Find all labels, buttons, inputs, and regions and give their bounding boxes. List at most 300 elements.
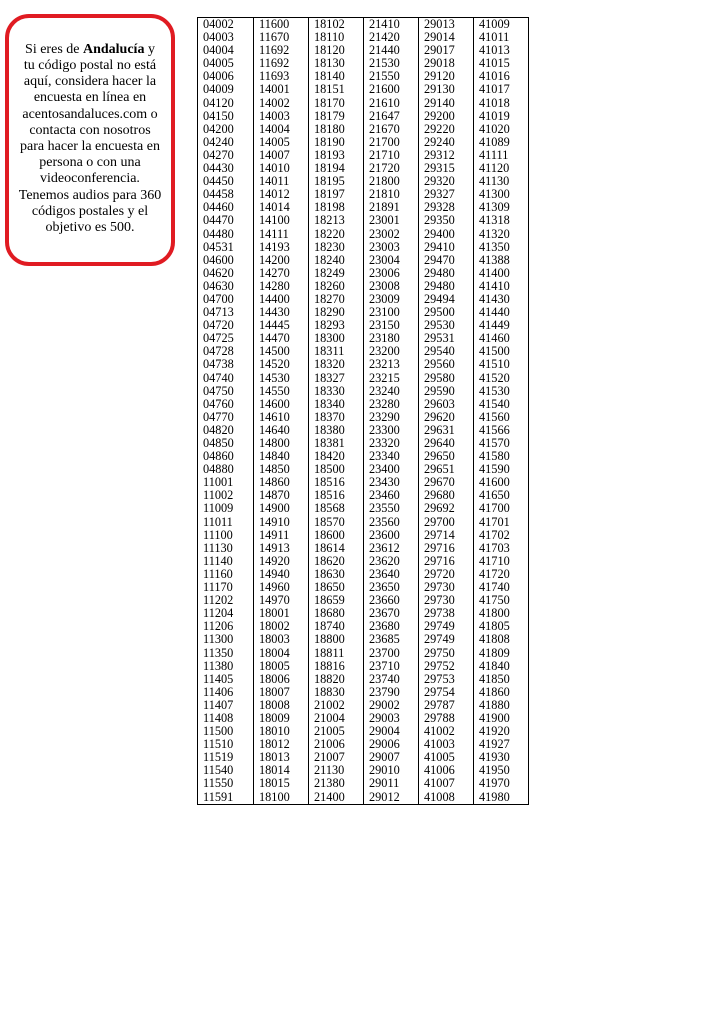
postal-code-cell: 14193: [254, 241, 309, 254]
postal-code-cell: 23002: [364, 228, 419, 241]
postal-code-cell: 41111: [474, 149, 529, 162]
postal-code-cell: 04720: [198, 319, 254, 332]
postal-code-cell: 04750: [198, 385, 254, 398]
postal-code-cell: 41809: [474, 647, 529, 660]
postal-code-cell: 29754: [419, 686, 474, 699]
postal-code-cell: 04820: [198, 424, 254, 437]
postal-code-cell: 29650: [419, 450, 474, 463]
postal-code-cell: 04850: [198, 437, 254, 450]
postal-code-cell: 14100: [254, 214, 309, 227]
postal-code-cell: 14004: [254, 123, 309, 136]
postal-code-cell: 23400: [364, 463, 419, 476]
postal-code-cell: 41320: [474, 228, 529, 241]
postal-code-cell: 41016: [474, 70, 529, 83]
postal-code-cell: 21440: [364, 44, 419, 57]
postal-code-cell: 29004: [364, 725, 419, 738]
postal-code-cell: 18015: [254, 777, 309, 790]
postal-code-cell: 23680: [364, 620, 419, 633]
postal-code-cell: 29470: [419, 254, 474, 267]
postal-code-cell: 41850: [474, 673, 529, 686]
postal-code-cell: 18010: [254, 725, 309, 738]
postal-code-cell: 41005: [419, 751, 474, 764]
postal-code-cell: 18630: [309, 568, 364, 581]
postal-code-cell: 18659: [309, 594, 364, 607]
postal-code-cell: 23004: [364, 254, 419, 267]
postal-code-cell: 41570: [474, 437, 529, 450]
postal-code-cell: 41002: [419, 725, 474, 738]
postal-code-cell: 29631: [419, 424, 474, 437]
postal-code-cell: 18007: [254, 686, 309, 699]
postal-code-cell: 41702: [474, 529, 529, 542]
postal-code-cell: 11202: [198, 594, 254, 607]
postal-code-cell: 41015: [474, 57, 529, 70]
postal-code-cell: 11204: [198, 607, 254, 620]
postal-code-cell: 21550: [364, 70, 419, 83]
postal-code-cell: 41008: [419, 791, 474, 805]
postal-code-cell: 04880: [198, 463, 254, 476]
postal-code-cell: 18570: [309, 516, 364, 529]
table-row: [198, 110, 529, 123]
postal-code-cell: 18110: [309, 31, 364, 44]
postal-code-cell: 11001: [198, 476, 254, 489]
postal-code-cell: 29017: [419, 44, 474, 57]
postal-code-cell: 41880: [474, 699, 529, 712]
postal-code-cell: 18816: [309, 660, 364, 673]
postal-code-cell: 18179: [309, 110, 364, 123]
postal-code-cell: 21420: [364, 31, 419, 44]
postal-code-cell: 29480: [419, 280, 474, 293]
postal-code-cell: 29603: [419, 398, 474, 411]
postal-code-cell: 14850: [254, 463, 309, 476]
postal-code-cell: 41440: [474, 306, 529, 319]
postal-code-cell: 29680: [419, 489, 474, 502]
postal-code-cell: 04004: [198, 44, 254, 57]
postal-code-cell: 11002: [198, 489, 254, 502]
postal-code-cell: 21891: [364, 201, 419, 214]
postal-code-cell: 29788: [419, 712, 474, 725]
postal-code-cell: 41430: [474, 293, 529, 306]
postal-code-cell: 41701: [474, 516, 529, 529]
postal-code-cell: 29749: [419, 620, 474, 633]
postal-code-cell: 14870: [254, 489, 309, 502]
callout-message: [18, 42, 162, 236]
postal-code-cell: 11692: [254, 57, 309, 70]
postal-code-cell: 18740: [309, 620, 364, 633]
postal-code-cell: 29494: [419, 293, 474, 306]
postal-code-cell: 11550: [198, 777, 254, 790]
postal-code-cell: 04713: [198, 306, 254, 319]
postal-code-cell: 41808: [474, 633, 529, 646]
postal-code-cell: 41460: [474, 332, 529, 345]
postal-code-cell: 04006: [198, 70, 254, 83]
postal-code-cell: 04700: [198, 293, 254, 306]
postal-code-cell: 41019: [474, 110, 529, 123]
postal-code-cell: 18516: [309, 489, 364, 502]
postal-code-cell: 41950: [474, 764, 529, 777]
postal-code-cell: 29620: [419, 411, 474, 424]
postal-code-cell: 18327: [309, 372, 364, 385]
table-row: [198, 372, 529, 385]
postal-code-cell: 11300: [198, 633, 254, 646]
postal-code-cell: 41927: [474, 738, 529, 751]
postal-code-cell: 04725: [198, 332, 254, 345]
postal-code-cell: 18516: [309, 476, 364, 489]
postal-code-cell: 18220: [309, 228, 364, 241]
table-row: [198, 555, 529, 568]
postal-code-cell: 14960: [254, 581, 309, 594]
postal-code-cell: 04270: [198, 149, 254, 162]
postal-code-cell: 21002: [309, 699, 364, 712]
postal-code-cell: 18800: [309, 633, 364, 646]
postal-code-cell: 23240: [364, 385, 419, 398]
callout-text-after: y tu código postal no está aquí, considera hacer la encuesta en línea en acentosandaluces.com o contacta con nosotros para hacer la encuesta en persona o con una videoconferencia. Tenemos audios para 360 códigos postales y el objetivo es 500.: [18, 41, 162, 236]
postal-code-cell: 23320: [364, 437, 419, 450]
postal-code-cell: 18100: [254, 791, 309, 805]
postal-code-cell: 29720: [419, 568, 474, 581]
postal-code-cell: 11009: [198, 502, 254, 515]
postal-code-cell: 11407: [198, 699, 254, 712]
postal-code-cell: 41009: [474, 18, 529, 32]
postal-code-cell: 41400: [474, 267, 529, 280]
info-callout-box: [5, 14, 175, 266]
postal-code-cell: 21700: [364, 136, 419, 149]
postal-code-cell: 04009: [198, 83, 254, 96]
postal-code-cell: 11540: [198, 764, 254, 777]
postal-code-cell: 29753: [419, 673, 474, 686]
postal-code-cell: 14007: [254, 149, 309, 162]
postal-code-cell: 11405: [198, 673, 254, 686]
postal-code-cell: 41520: [474, 372, 529, 385]
postal-code-cell: 14400: [254, 293, 309, 306]
postal-code-cell: 29580: [419, 372, 474, 385]
postal-code-cell: 18620: [309, 555, 364, 568]
postal-code-cell: 23640: [364, 568, 419, 581]
postal-code-cell: 29651: [419, 463, 474, 476]
postal-code-cell: 18300: [309, 332, 364, 345]
postal-code-cell: 18820: [309, 673, 364, 686]
postal-code-cell: 18130: [309, 57, 364, 70]
postal-code-cell: 14500: [254, 345, 309, 358]
postal-code-cell: 41540: [474, 398, 529, 411]
postal-code-cell: 41920: [474, 725, 529, 738]
postal-code-cell: 14610: [254, 411, 309, 424]
postal-code-cell: 18811: [309, 647, 364, 660]
postal-code-cell: 41800: [474, 607, 529, 620]
postal-code-cell: 11692: [254, 44, 309, 57]
postal-code-cell: 21710: [364, 149, 419, 162]
postal-code-cell: 29130: [419, 83, 474, 96]
postal-code-cell: 11170: [198, 581, 254, 594]
postal-code-cell: 18151: [309, 83, 364, 96]
postal-code-cell: 23790: [364, 686, 419, 699]
postal-code-cell: 29327: [419, 188, 474, 201]
postal-code-cell: 21005: [309, 725, 364, 738]
table-row: [198, 254, 529, 267]
postal-code-cell: 18249: [309, 267, 364, 280]
postal-code-cell: 29140: [419, 97, 474, 110]
postal-code-cell: 21530: [364, 57, 419, 70]
postal-code-cell: 23685: [364, 633, 419, 646]
postal-code-cell: 11160: [198, 568, 254, 581]
table-row: [198, 280, 529, 293]
postal-code-cell: 18600: [309, 529, 364, 542]
postal-code-cell: 23280: [364, 398, 419, 411]
postal-code-cell: 14520: [254, 358, 309, 371]
table-row: [198, 267, 529, 280]
postal-code-cell: 04728: [198, 345, 254, 358]
postal-code-cell: 18568: [309, 502, 364, 515]
postal-code-cell: 18330: [309, 385, 364, 398]
postal-code-cell: 04005: [198, 57, 254, 70]
postal-code-cell: 29530: [419, 319, 474, 332]
postal-code-cell: 04003: [198, 31, 254, 44]
postal-code-cell: 18381: [309, 437, 364, 450]
postal-code-cell: 04120: [198, 97, 254, 110]
postal-code-cell: 23180: [364, 332, 419, 345]
table-row: [198, 647, 529, 660]
postal-code-cell: 21800: [364, 175, 419, 188]
postal-code-cell: 41900: [474, 712, 529, 725]
postal-code-cell: 29011: [364, 777, 419, 790]
table-row: [198, 542, 529, 555]
postal-code-cell: 18500: [309, 463, 364, 476]
table-row: [198, 83, 529, 96]
postal-code-cell: 29500: [419, 306, 474, 319]
postal-code-cell: 18014: [254, 764, 309, 777]
postal-code-cell: 41449: [474, 319, 529, 332]
table-row: [198, 136, 529, 149]
postal-code-cell: 18650: [309, 581, 364, 594]
table-row: [198, 633, 529, 646]
postal-code-cell: 18830: [309, 686, 364, 699]
callout-region-name: Andalucía: [82, 41, 145, 57]
postal-code-cell: 23001: [364, 214, 419, 227]
postal-code-cell: 29312: [419, 149, 474, 162]
postal-code-cell: 41703: [474, 542, 529, 555]
postal-code-cell: 29716: [419, 555, 474, 568]
postal-code-cell: 14003: [254, 110, 309, 123]
postal-code-cell: 23213: [364, 358, 419, 371]
postal-code-cell: 04430: [198, 162, 254, 175]
postal-code-cell: 18370: [309, 411, 364, 424]
postal-code-cell: 21004: [309, 712, 364, 725]
postal-code-cell: 14550: [254, 385, 309, 398]
postal-code-cell: 11380: [198, 660, 254, 673]
postal-code-cell: 21647: [364, 110, 419, 123]
postal-code-cell: 41600: [474, 476, 529, 489]
postal-code-cell: 41013: [474, 44, 529, 57]
postal-code-cell: 23009: [364, 293, 419, 306]
postal-code-cell: 23560: [364, 516, 419, 529]
postal-code-cell: 18009: [254, 712, 309, 725]
postal-code-cell: 21810: [364, 188, 419, 201]
postal-code-cell: 11100: [198, 529, 254, 542]
postal-code-cell: 18380: [309, 424, 364, 437]
postal-code-cell: 14840: [254, 450, 309, 463]
postal-code-cell: 04600: [198, 254, 254, 267]
table-row: [198, 686, 529, 699]
table-row: [198, 673, 529, 686]
postal-code-cell: 11693: [254, 70, 309, 83]
postal-code-cell: 11206: [198, 620, 254, 633]
postal-code-cell: 23430: [364, 476, 419, 489]
postal-code-cell: 21670: [364, 123, 419, 136]
postal-code-cell: 41410: [474, 280, 529, 293]
postal-code-cell: 29007: [364, 751, 419, 764]
table-row: [198, 241, 529, 254]
postal-code-cell: 29006: [364, 738, 419, 751]
postal-codes-body: [198, 18, 529, 805]
postal-code-cell: 04458: [198, 188, 254, 201]
postal-code-cell: 29012: [364, 791, 419, 805]
postal-code-cell: 18012: [254, 738, 309, 751]
table-row: [198, 516, 529, 529]
postal-code-cell: 18195: [309, 175, 364, 188]
postal-code-cell: 23740: [364, 673, 419, 686]
postal-code-cell: 18270: [309, 293, 364, 306]
postal-code-cell: 04460: [198, 201, 254, 214]
postal-code-cell: 23612: [364, 542, 419, 555]
postal-code-cell: 11600: [254, 18, 309, 32]
postal-code-cell: 21410: [364, 18, 419, 32]
postal-code-cell: 41750: [474, 594, 529, 607]
postal-code-cell: 41840: [474, 660, 529, 673]
postal-code-cell: 11011: [198, 516, 254, 529]
postal-code-cell: 41388: [474, 254, 529, 267]
postal-code-cell: 29315: [419, 162, 474, 175]
postal-code-cell: 29730: [419, 594, 474, 607]
postal-code-cell: 23670: [364, 607, 419, 620]
postal-code-cell: 14911: [254, 529, 309, 542]
postal-code-cell: 18680: [309, 607, 364, 620]
postal-code-cell: 29240: [419, 136, 474, 149]
postal-code-cell: 41309: [474, 201, 529, 214]
postal-code-cell: 04480: [198, 228, 254, 241]
postal-code-cell: 21600: [364, 83, 419, 96]
postal-code-cell: 14640: [254, 424, 309, 437]
postal-code-cell: 23600: [364, 529, 419, 542]
postal-code-cell: 18340: [309, 398, 364, 411]
postal-code-cell: 41011: [474, 31, 529, 44]
postal-code-cell: 23650: [364, 581, 419, 594]
postal-code-cell: 41860: [474, 686, 529, 699]
postal-code-cell: 29670: [419, 476, 474, 489]
postal-code-cell: 18614: [309, 542, 364, 555]
postal-code-cell: 41970: [474, 777, 529, 790]
postal-code-cell: 18170: [309, 97, 364, 110]
postal-code-cell: 04002: [198, 18, 254, 32]
postal-code-cell: 41930: [474, 751, 529, 764]
table-row: [198, 398, 529, 411]
postal-code-cell: 14913: [254, 542, 309, 555]
postal-code-cell: 18194: [309, 162, 364, 175]
postal-code-cell: 41530: [474, 385, 529, 398]
postal-code-cell: 18193: [309, 149, 364, 162]
postal-code-cell: 14014: [254, 201, 309, 214]
postal-code-cell: 21720: [364, 162, 419, 175]
postal-code-cell: 29787: [419, 699, 474, 712]
postal-code-cell: 11500: [198, 725, 254, 738]
postal-code-cell: 41720: [474, 568, 529, 581]
postal-code-cell: 18290: [309, 306, 364, 319]
postal-code-cell: 23006: [364, 267, 419, 280]
postal-code-cell: 29014: [419, 31, 474, 44]
postal-code-cell: 29752: [419, 660, 474, 673]
postal-code-cell: 14270: [254, 267, 309, 280]
postal-code-cell: 23340: [364, 450, 419, 463]
table-row: [198, 777, 529, 790]
postal-code-cell: 41510: [474, 358, 529, 371]
table-row: [198, 529, 529, 542]
postal-code-cell: 29730: [419, 581, 474, 594]
postal-code-cell: 41566: [474, 424, 529, 437]
postal-code-cell: 04620: [198, 267, 254, 280]
table-row: [198, 358, 529, 371]
postal-code-cell: 41120: [474, 162, 529, 175]
callout-text-before: Si eres de: [25, 41, 83, 57]
postal-code-cell: 21006: [309, 738, 364, 751]
table-row: [198, 123, 529, 136]
postal-code-cell: 18008: [254, 699, 309, 712]
postal-code-cell: 41130: [474, 175, 529, 188]
postal-code-cell: 29320: [419, 175, 474, 188]
postal-code-cell: 29220: [419, 123, 474, 136]
postal-code-cell: 41700: [474, 502, 529, 515]
postal-code-cell: 41500: [474, 345, 529, 358]
postal-code-cell: 18180: [309, 123, 364, 136]
postal-code-cell: 14430: [254, 306, 309, 319]
postal-code-cell: 14940: [254, 568, 309, 581]
postal-code-cell: 14600: [254, 398, 309, 411]
postal-code-cell: 11519: [198, 751, 254, 764]
postal-code-cell: 23620: [364, 555, 419, 568]
postal-code-cell: 41300: [474, 188, 529, 201]
postal-code-cell: 29003: [364, 712, 419, 725]
postal-code-cell: 21610: [364, 97, 419, 110]
postal-code-cell: 14011: [254, 175, 309, 188]
postal-code-cell: 18230: [309, 241, 364, 254]
postal-code-cell: 18006: [254, 673, 309, 686]
postal-code-cell: 29013: [419, 18, 474, 32]
postal-code-cell: 14012: [254, 188, 309, 201]
postal-code-cell: 29480: [419, 267, 474, 280]
table-row: [198, 18, 529, 32]
postal-code-cell: 23710: [364, 660, 419, 673]
postal-code-cell: 41580: [474, 450, 529, 463]
postal-code-cell: 04770: [198, 411, 254, 424]
postal-code-cell: 29749: [419, 633, 474, 646]
postal-code-cell: 41006: [419, 764, 474, 777]
postal-code-cell: 29120: [419, 70, 474, 83]
table-row: [198, 228, 529, 241]
postal-code-cell: 04740: [198, 372, 254, 385]
postal-code-cell: 14470: [254, 332, 309, 345]
postal-code-cell: 29700: [419, 516, 474, 529]
postal-code-cell: 29410: [419, 241, 474, 254]
postal-code-cell: 14920: [254, 555, 309, 568]
postal-code-cell: 18320: [309, 358, 364, 371]
postal-code-cell: 04531: [198, 241, 254, 254]
postal-code-cell: 18260: [309, 280, 364, 293]
postal-code-cell: 18190: [309, 136, 364, 149]
postal-code-cell: 23003: [364, 241, 419, 254]
postal-code-cell: 41017: [474, 83, 529, 96]
postal-code-cell: 41018: [474, 97, 529, 110]
postal-code-cell: 23290: [364, 411, 419, 424]
table-row: [198, 791, 529, 805]
postal-code-cell: 41805: [474, 620, 529, 633]
postal-code-cell: 18003: [254, 633, 309, 646]
